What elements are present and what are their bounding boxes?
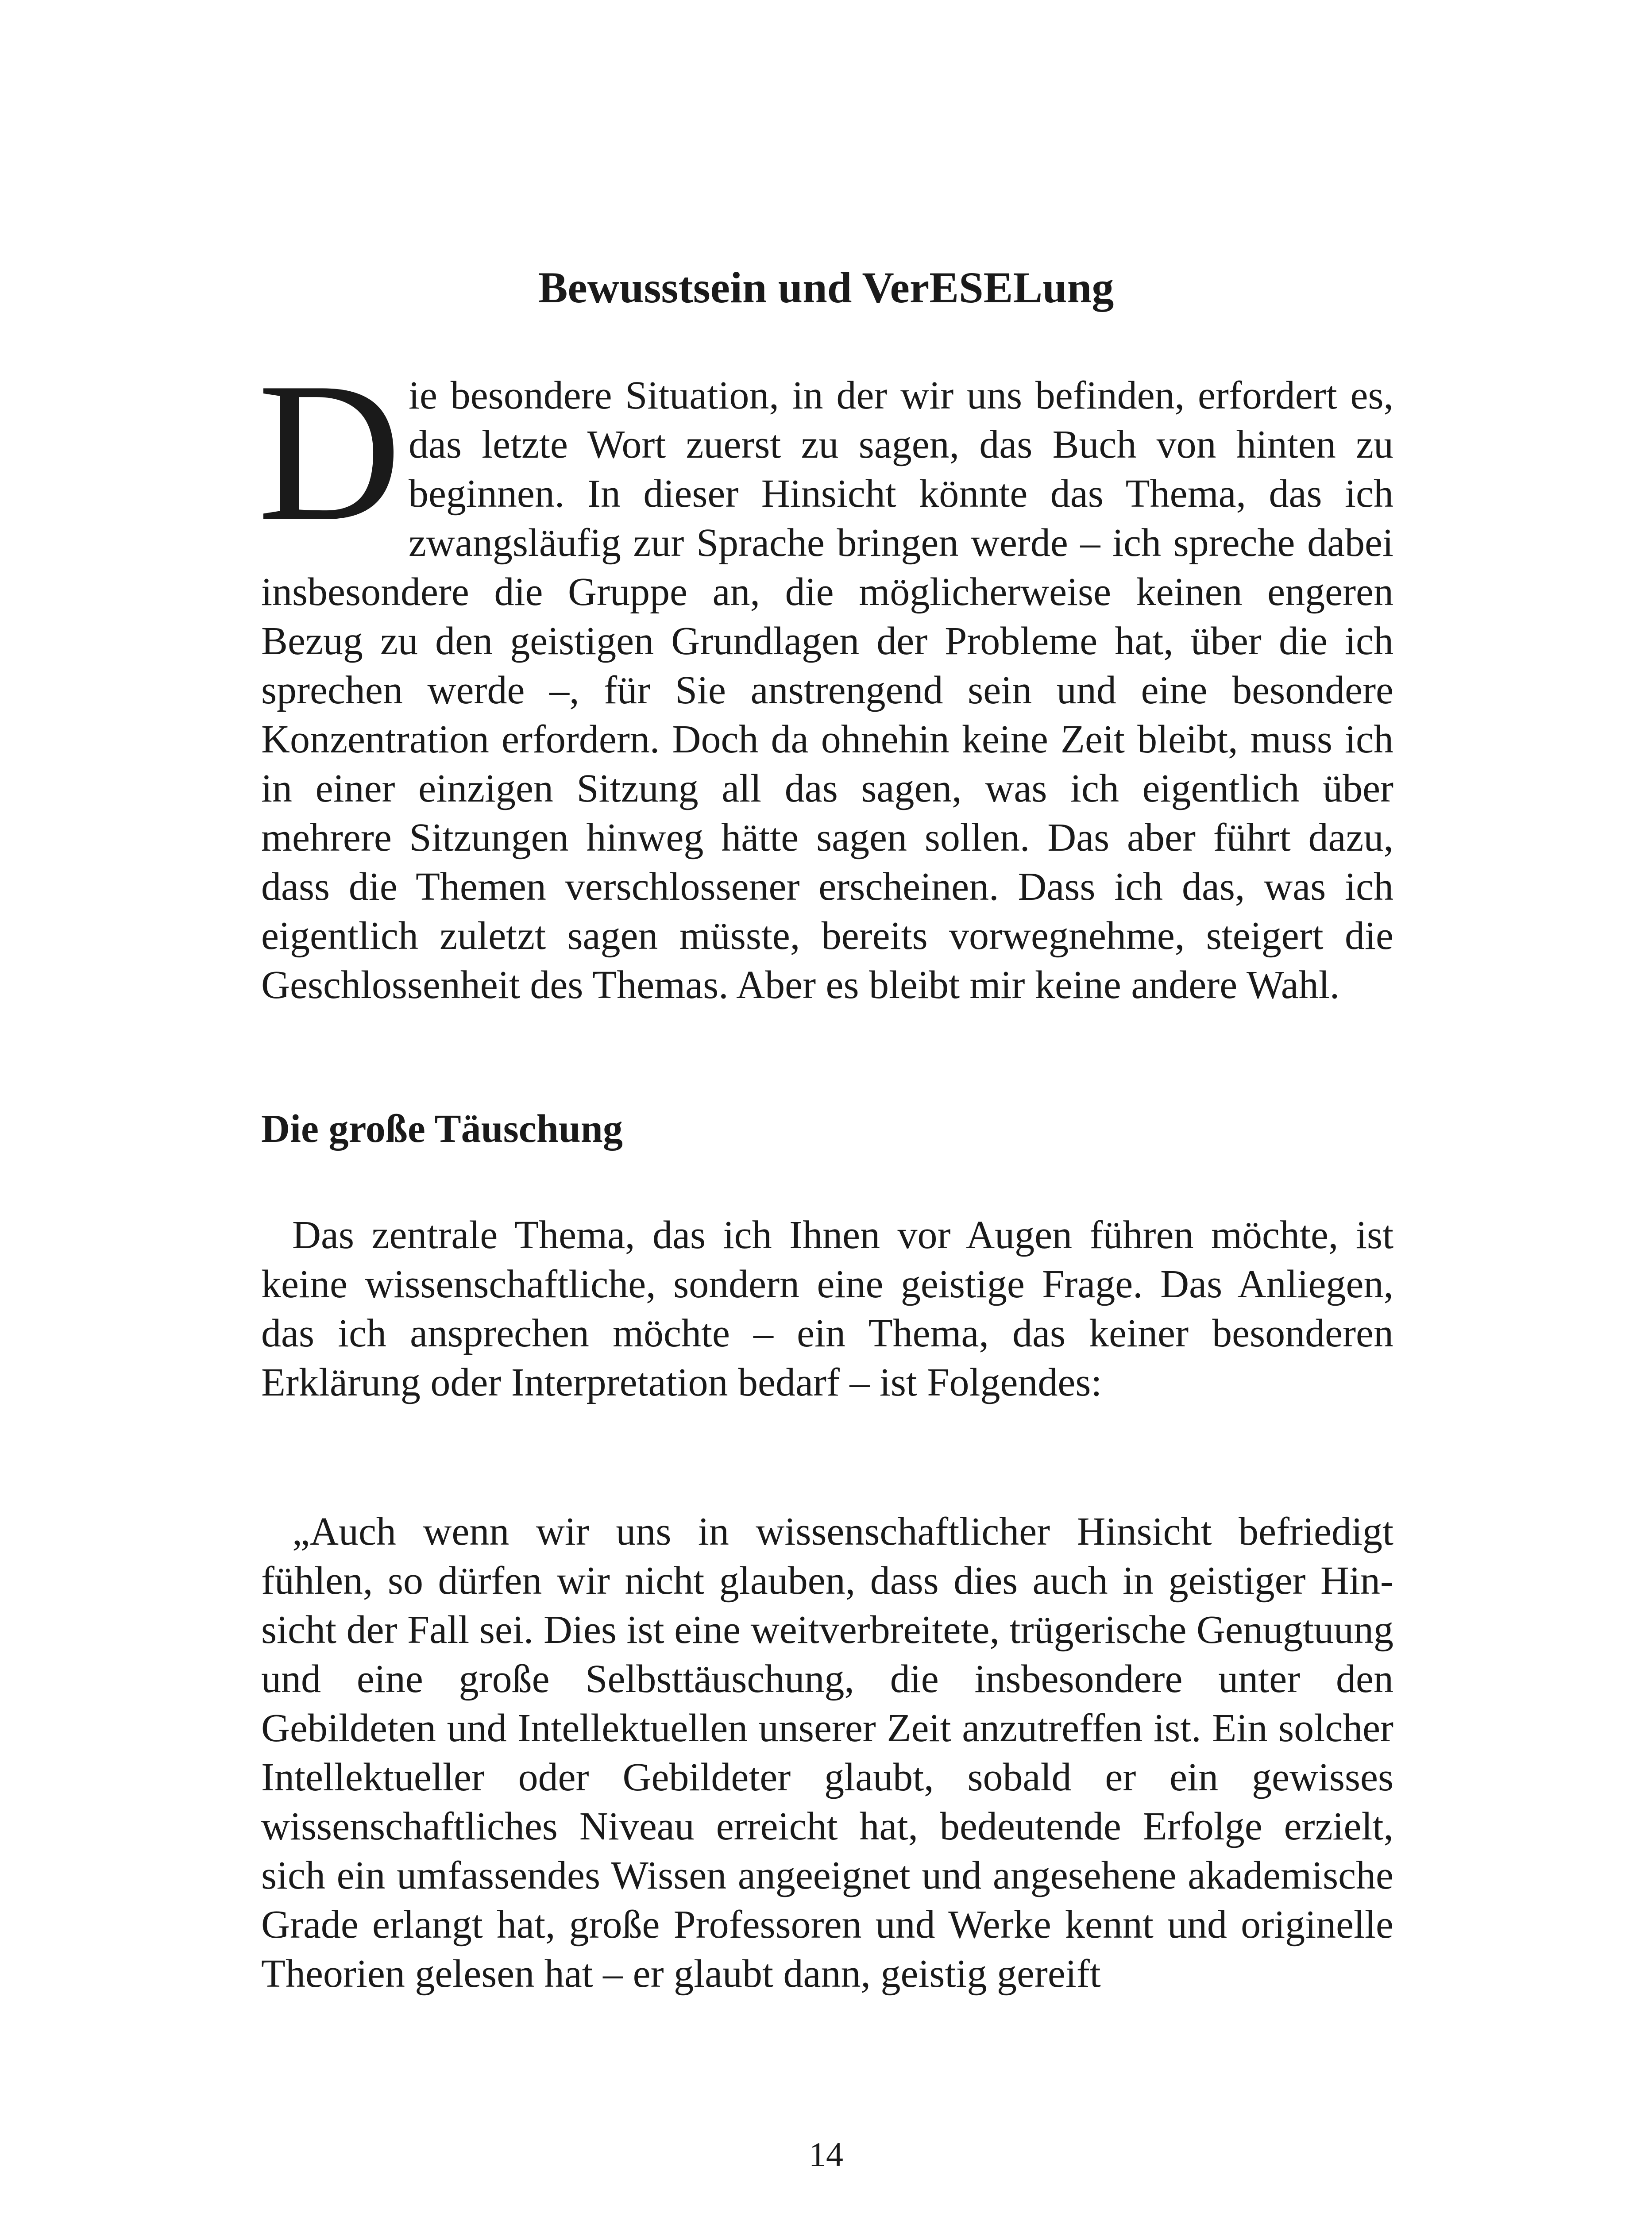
section-paragraph-2: „Auch wenn wir uns in wissenschaftlicher Hinsicht befriedigt fühlen, so dürfen wir nicht glauben, dass dies auch in geistiger Hinsicht der Fall sei. Dies ist eine weitverbreitete, trügerische Genugtuung und eine große Selbsttäuschung, die insbesondere unter den Gebildeten und Intellektuellen unserer Zeit anzutreffen ist. Ein solcher Intellektueller oder Gebildeter glaubt, sobald er ein gewisses wissenschaftliches Niveau erreicht hat, bedeutende Erfolge erzielt, sich ein umfassendes Wissen angeeignet und angesehene akademische Grade erlangt hat, große Professoren und Werke kennt und originelle Theorien gelesen hat – er glaubt dann, geistig gereift (261, 1510, 1393, 1996)
section-paragraph-1: Das zentrale Thema, das ich Ihnen vor Augen führen möchte, ist keine wissenschaftliche, sondern eine geistige Frage. Das Anliegen, das ich ansprechen möchte – ein Thema, das keiner besonderen Erklärung oder Interpretation bedarf – ist Folgendes: (261, 1213, 1393, 1404)
drop-cap-letter: D (258, 342, 401, 562)
section-heading: Die große Täuschung (261, 1107, 623, 1151)
page-number: 14 (809, 2135, 843, 2174)
chapter-title: Bewusstsein und VerESELung (538, 263, 1114, 312)
intro-paragraph-text: ie besondere Situation, in der wir uns befinden, erfordert es, das letzte Wort zuerst zu sagen, das Buch von hinten zu beginnen. In dieser Hinsicht könnte das Thema, das ich zwangsläufig zur Sprache bringen werde – ich spreche dabei insbesondere die Gruppe an, die möglicherweise keinen engeren Bezug zu den geistigen Grundlagen der Probleme hat, über die ich sprechen werde –, für Sie anstrengend sein und eine besondere Konzentration erfordern. Doch da ohnehin keine Zeit bleibt, muss ich in einer einzigen Sitzung all das sagen, was ich eigentlich über mehrere Sitzungen hinweg hätte sagen sollen. Das aber führt dazu, dass die Themen verschlossener erscheinen. Dass ich das, was ich eigentlich zuletzt sagen müsste, bereits vorwegnehme, steigert die Geschlossenheit des Themas. Aber es bleibt mir keine andere Wahl. (261, 374, 1393, 1007)
intro-paragraph (258, 342, 1393, 1010)
